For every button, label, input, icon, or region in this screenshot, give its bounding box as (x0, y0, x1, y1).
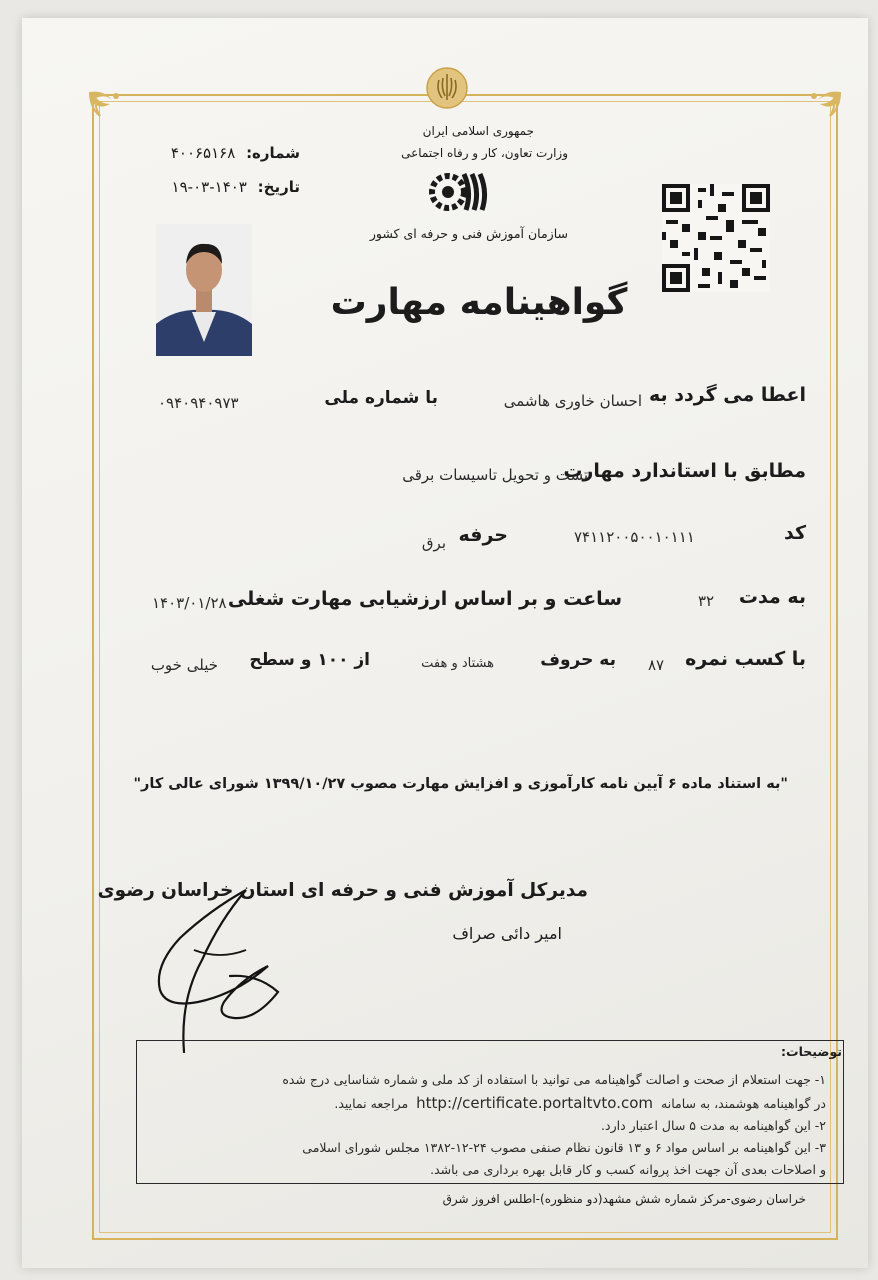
granted-label: اعطا می گردد به (649, 384, 806, 406)
in-words-label: به حروف (540, 650, 616, 670)
duration-label: به مدت (738, 586, 806, 608)
legal-basis: "به استناد ماده ۶ آیین نامه کارآموزی و افزایش مهارت مصوب ۱۳۹۹/۱۰/۲۷ شورای عالی کار" (133, 776, 788, 792)
national-id-label: با شماره ملی (324, 388, 438, 408)
tvto-logo-icon (428, 168, 490, 214)
number-label: شماره: (246, 144, 300, 162)
issue-date: ۱۴۰۳-۰۳-۱۹ (171, 178, 247, 196)
organization-name: سازمان آموزش فنی و حرفه ای کشور (369, 226, 568, 241)
note-2: ۲- این گواهینامه به مدت ۵ سال اعتبار دارد. (601, 1118, 826, 1133)
code-value: ۷۴۱۱۲۰۰۵۰۰۱۰۱۱۱ (574, 528, 695, 546)
handwritten-signature (150, 880, 310, 1055)
signatory-name: امیر دائی صراف (452, 924, 562, 943)
trade-value: برق (421, 534, 446, 552)
note-1b-suffix: مراجعه نمایید. (334, 1096, 409, 1111)
score-value: ۸۷ (648, 656, 665, 674)
score-words: هشتاد و هفت (421, 656, 494, 671)
date-label: تاریخ: (257, 178, 300, 196)
recipient-name: احسان خاوری هاشمی (503, 392, 642, 410)
duration-value: ۳۲ (698, 592, 715, 610)
trade-label: حرفه (458, 524, 508, 546)
note-1b-prefix: در گواهینامه هوشمند، به سامانه (661, 1096, 826, 1111)
standard-value: تست و تحویل تاسیسات برقی (402, 466, 588, 484)
certificate-number: ۴۰۰۶۵۱۶۸ (170, 144, 236, 162)
note-1a: ۱- جهت استعلام از صحت و اصالت گواهینامه می توانید با استفاده از کد ملی و شماره شناسایی درج شده (282, 1072, 826, 1087)
country-name: جمهوری اسلامی ایران (422, 124, 534, 138)
ministry-name: وزارت تعاون، کار و رفاه اجتماعی (401, 146, 568, 160)
verification-link[interactable]: http://certificate.portaltvto.com (416, 1094, 654, 1112)
signatory-title: مدیرکل آموزش فنی و حرفه ای استان خراسان رضوی (97, 880, 588, 901)
code-label: کد (783, 522, 806, 544)
level-value: خیلی خوب (150, 656, 218, 674)
hours-text: ساعت و بر اساس ارزشیابی مهارت شغلی (227, 588, 622, 610)
assessment-date: ۱۴۰۳/۰۱/۲۸ (152, 594, 227, 612)
national-id: ۰۹۴۰۹۴۰۹۷۳ (158, 394, 239, 412)
qr-code[interactable] (662, 184, 770, 292)
score-label: با کسب نمره (685, 648, 806, 670)
notes-heading: توضیحات: (781, 1044, 842, 1059)
note-3a: ۳- این گواهینامه بر اساس مواد ۶ و ۱۳ قانون نظام صنفی مصوب ۲۴-۱۲-۱۳۸۲ مجلس شورای اسلامی (302, 1140, 826, 1155)
center-info: خراسان رضوی-مرکز شماره شش مشهد(دو منظوره)-اطلس افروز شرق (442, 1192, 806, 1206)
corner-ornament-top-left (86, 88, 140, 128)
note-3b: و اصلاحات بعدی آن جهت اخذ پروانه کسب و کار قابل بهره برداری می باشد. (430, 1162, 826, 1177)
certificate-title: گواهینامه مهارت (330, 282, 628, 323)
iran-emblem-icon (426, 66, 468, 110)
out-of-label: از ۱۰۰ و سطح (249, 650, 370, 670)
corner-ornament-top-right (790, 88, 844, 128)
standard-label: مطابق با استاندارد مهارت (563, 460, 806, 482)
